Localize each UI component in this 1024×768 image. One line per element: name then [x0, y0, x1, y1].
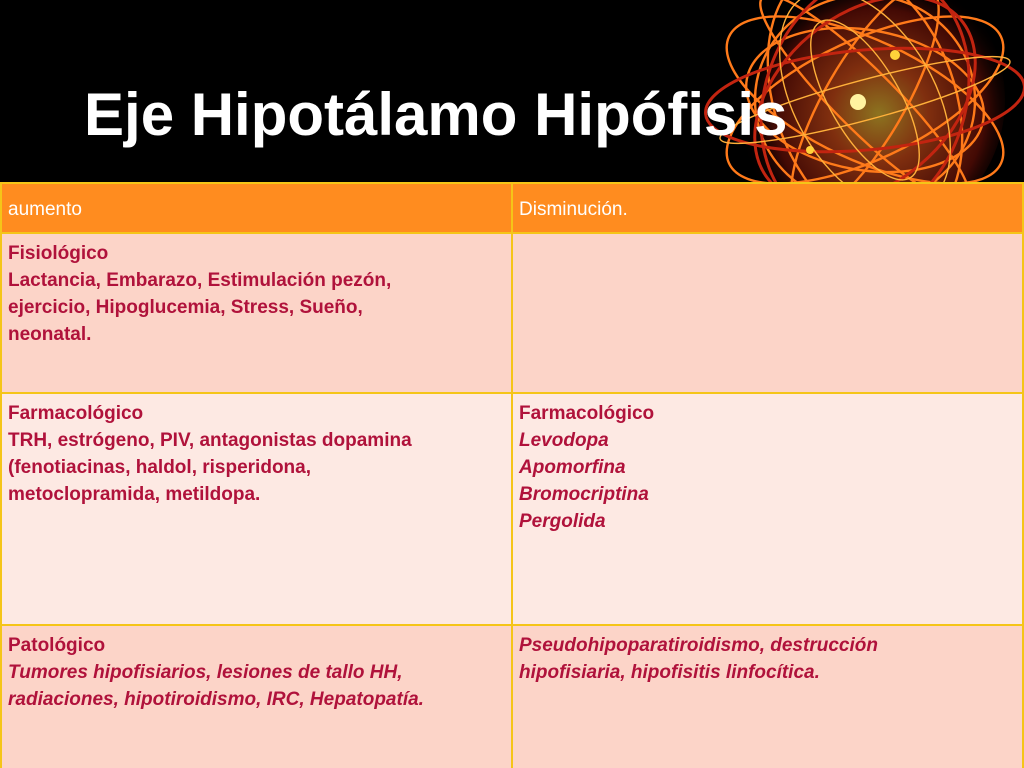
cell-text-line: ejercicio, Hipoglucemia, Stress, Sueño, — [8, 297, 363, 318]
category-label: Farmacológico — [519, 403, 655, 424]
cell-text-line: Pergolida — [519, 511, 606, 532]
category-label: Farmacológico — [8, 403, 144, 424]
table-row-fisiologico — [1, 233, 1023, 393]
category-label: Patológico — [8, 635, 106, 656]
cell-text-line: Pseudohipoparatiroidismo, destrucción — [519, 635, 878, 656]
table-row-farmacologico — [1, 393, 1023, 625]
cell-disminucion-farmacologico — [512, 393, 1023, 625]
table-header-row — [1, 183, 1023, 233]
cell-text-line: hipofisiaria, hipofisitis linfocítica. — [519, 662, 820, 683]
cell-text-line: Levodopa — [519, 430, 609, 451]
table-row-patologico — [1, 625, 1023, 768]
cell-text-line: TRH, estrógeno, PIV, antagonistas dopamina — [8, 430, 412, 451]
cell-text-line: metoclopramida, metildopa. — [8, 484, 261, 505]
cell-disminucion-fisiologico — [512, 233, 1023, 393]
cell-text-line: Apomorfina — [519, 457, 626, 478]
slide-title: Eje Hipotálamo Hipófisis — [84, 81, 788, 148]
cell-aumento-patologico — [1, 625, 512, 768]
cell-aumento-farmacologico — [1, 393, 512, 625]
hormone-table — [0, 182, 1024, 768]
cell-text-line: Tumores hipofisiarios, lesiones de tallo HH, — [8, 662, 403, 683]
category-label: Fisiológico — [8, 243, 109, 264]
cell-text-line: (fenotiacinas, haldol, risperidona, — [8, 457, 311, 478]
cell-text-line: neonatal. — [8, 324, 92, 345]
column-header-disminucion: Disminución. — [512, 183, 1023, 233]
cell-text-line: radiaciones, hipotiroidismo, IRC, Hepatopatía. — [8, 689, 424, 710]
cell-disminucion-patologico — [512, 625, 1023, 768]
cell-aumento-fisiologico — [1, 233, 512, 393]
cell-text-line: Lactancia, Embarazo, Estimulación pezón, — [8, 270, 392, 291]
cell-text-line: Bromocriptina — [519, 484, 649, 505]
column-header-aumento: aumento — [1, 183, 512, 233]
